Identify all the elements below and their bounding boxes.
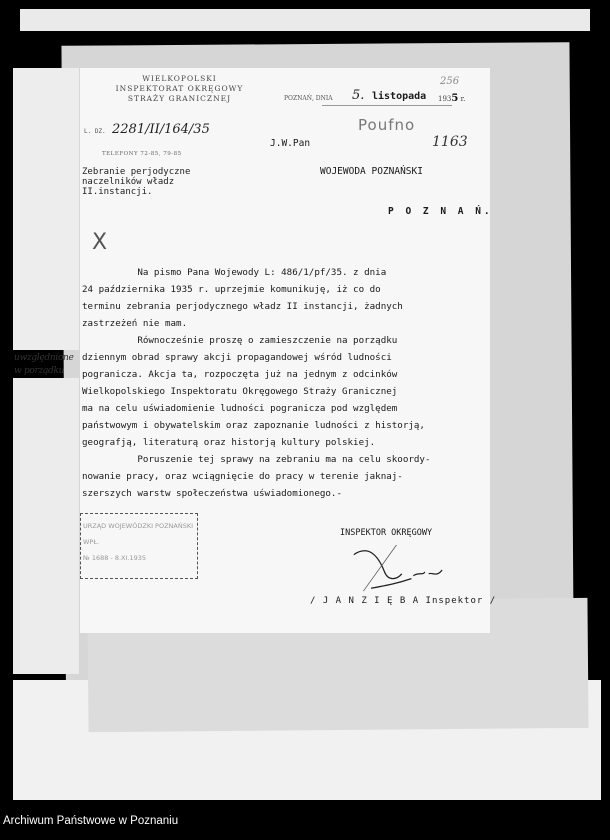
signatory-name: / J A N Z I Ę B A Inspektor / xyxy=(310,596,497,606)
stamp-line: WPŁ. xyxy=(83,538,100,546)
body-line: Poruszenie tej sprawy na zebraniu ma na celu skoordy- xyxy=(82,454,431,465)
subject xyxy=(82,167,190,197)
subject-line: II.instancji. xyxy=(82,187,153,197)
body-line: ma na celu uświadomienie ludności pogranicza pod względem xyxy=(82,403,398,414)
top-paper-strip xyxy=(20,9,590,31)
letter-body xyxy=(82,264,492,502)
body-line: Na pismo Pana Wojewody L: 486/1/pf/35. z dnia xyxy=(82,267,387,278)
body-line: Wielkopolskiego Inspektoratu Okręgowego Straży Granicznej xyxy=(82,386,398,397)
body-line: państwowym i obywatelskim oraz zapoznanie ludności z historją, xyxy=(82,420,425,431)
year-suffix: r. xyxy=(460,95,466,103)
body-line: 24 października 1935 r. uprzejmie komunikuję, iż co do xyxy=(82,284,381,295)
letterhead-line: INSPEKTORAT OKRĘGOWY xyxy=(115,84,244,93)
margin-x-mark: X xyxy=(92,230,108,255)
recipient-city: P O Z N A Ń. xyxy=(388,206,493,217)
left-paper-strip-lower xyxy=(13,378,79,674)
margin-note-line: w porządku xyxy=(14,366,65,376)
ldz-label: L. DZ. xyxy=(84,128,106,135)
body-line: nowanie pracy, oraz wciągnięcie do pracy w terenie jaknaj- xyxy=(82,471,403,482)
stamp-line: № 1688 - 8.XI.1935 xyxy=(83,554,147,562)
year-prefix: 193 xyxy=(438,95,452,103)
subject-line: Zebranie perjodyczne xyxy=(82,167,191,177)
body-line: geografją, literaturą oraz historją kultury polskiej. xyxy=(82,437,376,448)
signature-title: INSPEKTOR OKRĘGOWY xyxy=(340,528,433,538)
body-line: zastrzeżeń nie mam. xyxy=(82,318,188,329)
body-line: terminu zebrania perjodycznego władz II instancji, żadnych xyxy=(82,301,403,312)
received-stamp xyxy=(80,513,198,579)
year-digit: 5 xyxy=(451,93,459,104)
date-place: POZNAŃ, DNIA xyxy=(284,95,333,102)
letterhead xyxy=(82,74,277,104)
date-month: listopada xyxy=(372,91,427,102)
margin-note-line: uwzględnione xyxy=(14,353,74,363)
handwritten-signature xyxy=(342,545,452,593)
body-line: dziennym obrad sprawy akcji propagandowej wśród ludności xyxy=(82,352,392,363)
stamp-line: URZĄD WOJEWÓDZKI POZNAŃSKI xyxy=(83,522,194,530)
telephone: TELEFONY 72-85, 79-85 xyxy=(102,151,182,157)
archive-credit: Archiwum Państwowe w Poznaniu xyxy=(3,815,179,827)
ldz-number: 2281/II/164/35 xyxy=(112,122,210,137)
recipient-name: WOJEWODA POZNAŃSKI xyxy=(320,166,423,177)
letterhead-line: WIELKOPOLSKI xyxy=(142,74,217,83)
letterhead-line: STRAŻY GRANICZNEJ xyxy=(127,94,232,103)
date-day: 5. xyxy=(352,88,365,103)
body-line: pogranicza. Akcja ta, rozpoczęta już na jednym z odcinków xyxy=(82,369,398,380)
left-paper-strip xyxy=(13,68,79,350)
page-number: 256 xyxy=(440,76,460,87)
body-line: Równocześnie proszę o zamieszczenie na porządku xyxy=(82,335,398,346)
date-year xyxy=(438,93,465,104)
subject-line: naczelników władz xyxy=(82,177,175,187)
handwritten-number: 1163 xyxy=(432,134,468,150)
date-underline xyxy=(322,105,452,106)
margin-note xyxy=(14,352,78,378)
salutation: J.W.Pan xyxy=(270,138,311,149)
confidential-stamp: Poufno xyxy=(358,116,416,134)
body-line: szerszych warstw społeczeństwa uświadomionego.- xyxy=(82,488,342,499)
